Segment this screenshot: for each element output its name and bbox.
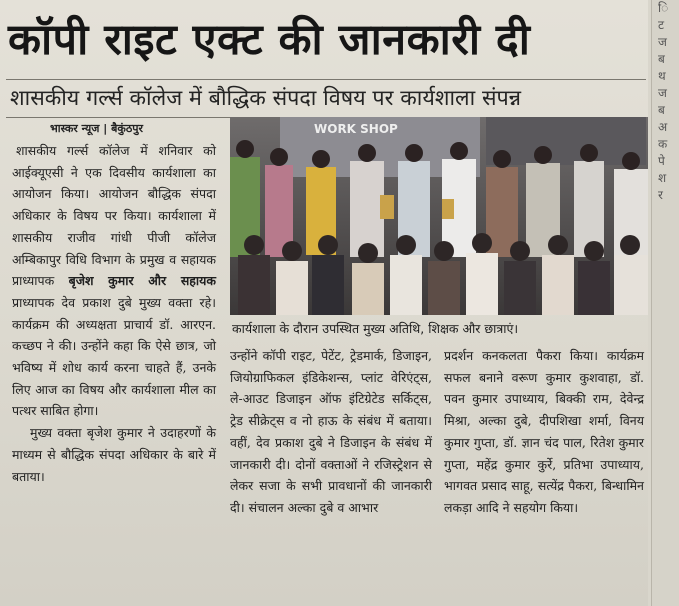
article-column-2 xyxy=(230,345,432,519)
column2-paragraph: उन्होंने कॉपी राइट, पेटेंट, ट्रेडमार्क, डिजाइन, जियोग्राफिकल इंडिकेशन्स, प्लांट वेरिएंट्स, ले-आउट डिजाइन ऑफ इंटिग्रेटेड सर्किट्स, ट्रेड सीक्रेट्स व नो हाऊ के संबंध में बताया। वहीं, देव प्रकाश दुबे ने डिजाइन के संबंध में जानकारी दी। दोनों वक्ताओं ने रजिस्ट्रेशन से लेकर सजा के सभी प्रावधानों की जानकारी दी। संचालन अल्का दुबे व आभार xyxy=(230,348,432,515)
side-fragment: श xyxy=(658,171,667,185)
adjacent-article-strip xyxy=(651,0,679,606)
side-fragment: अ xyxy=(658,120,668,134)
column1-paragraph-2: मुख्य वक्ता बृजेश कुमार ने उदाहरणों के माध्यम से बौद्धिक संपदा अधिकार के बारे में बताया। xyxy=(12,425,216,484)
headline: कॉपी राइट एक्ट की जानकारी दी xyxy=(8,15,531,65)
side-fragment: ब xyxy=(658,103,665,117)
side-fragment: ज xyxy=(658,35,667,49)
column3-paragraph: प्रदर्शन कनकलता पैकरा किया। कार्यक्रम सफल बनाने वरूण कुमार कुशवाहा, डॉ. पवन कुमार उपाध्याय, बिक्की राम, देवेन्द्र मिश्रा, अल्का दुबे, दीपशिखा शर्मा, विनय कुमार गुप्ता, डॉ. ज्ञान चंद पाल, रितेश कुमार गुप्ता, महेंद्र कुमार कुर्रे, प्रतिभा उपाध्याय, भागवत प्रसाद साहू, सत्येंद्र पैकरा, बिन्धामिन लकड़ा आदि ने सहयोग किया। xyxy=(444,348,644,515)
headline-rule xyxy=(6,79,646,80)
side-fragment: ज xyxy=(658,86,667,100)
side-fragment: ट xyxy=(658,18,665,32)
side-fragment: पे xyxy=(658,154,665,168)
side-fragment: क xyxy=(658,137,668,151)
side-fragment: र xyxy=(658,188,663,202)
side-fragment: ि xyxy=(658,1,669,15)
side-fragment: थ xyxy=(658,69,666,83)
article-column-3 xyxy=(444,345,644,519)
speaker-name-bold: बृजेश कुमार और सहायक xyxy=(68,273,217,289)
side-fragment: ब xyxy=(658,52,665,66)
subheadline: शासकीय गर्ल्स कॉलेज में बौद्धिक संपदा विषय पर कार्यशाला संपन्न xyxy=(10,86,521,111)
column1-paragraph-1: शासकीय गर्ल्स कॉलेज में शनिवार को आईक्यूएसी ने एक दिवसीय कार्यशाला का आयोजन किया। आयोजन बौद्धिक संपदा अधिकार के विषय पर किया। कार्यशाला में शासकीय राजीव गांधी पीजी कॉलेज अम्बिकापुर विधि विभाग के प्रमुख व सहायक प्राध्यापक xyxy=(12,143,216,289)
workshop-banner-text: WORK SHOP xyxy=(314,122,398,136)
event-photo xyxy=(230,117,648,315)
dateline: भास्कर न्यूज | बैकुंठपुर xyxy=(50,122,143,135)
group-photo-image xyxy=(230,117,648,315)
photo-caption: कार्यशाला के दौरान उपस्थित मुख्य अतिथि, शिक्षक और छात्राएं। xyxy=(232,321,519,336)
article-column-1 xyxy=(12,140,216,487)
column1-paragraph-1-end: प्राध्यापक देव प्रकाश दुबे मुख्य वक्ता रहे। कार्यक्रम की अध्यक्षता प्राचार्य डॉ. आरएन. कच्छप ने की। उन्होंने कहा कि ऐसे छात्र, जो भविष्य में शोध कार्य करना चाहते हैं, उनके लिए आज का विषय और कार्यशाला मील का पत्थर साबित होगा। xyxy=(12,294,216,419)
